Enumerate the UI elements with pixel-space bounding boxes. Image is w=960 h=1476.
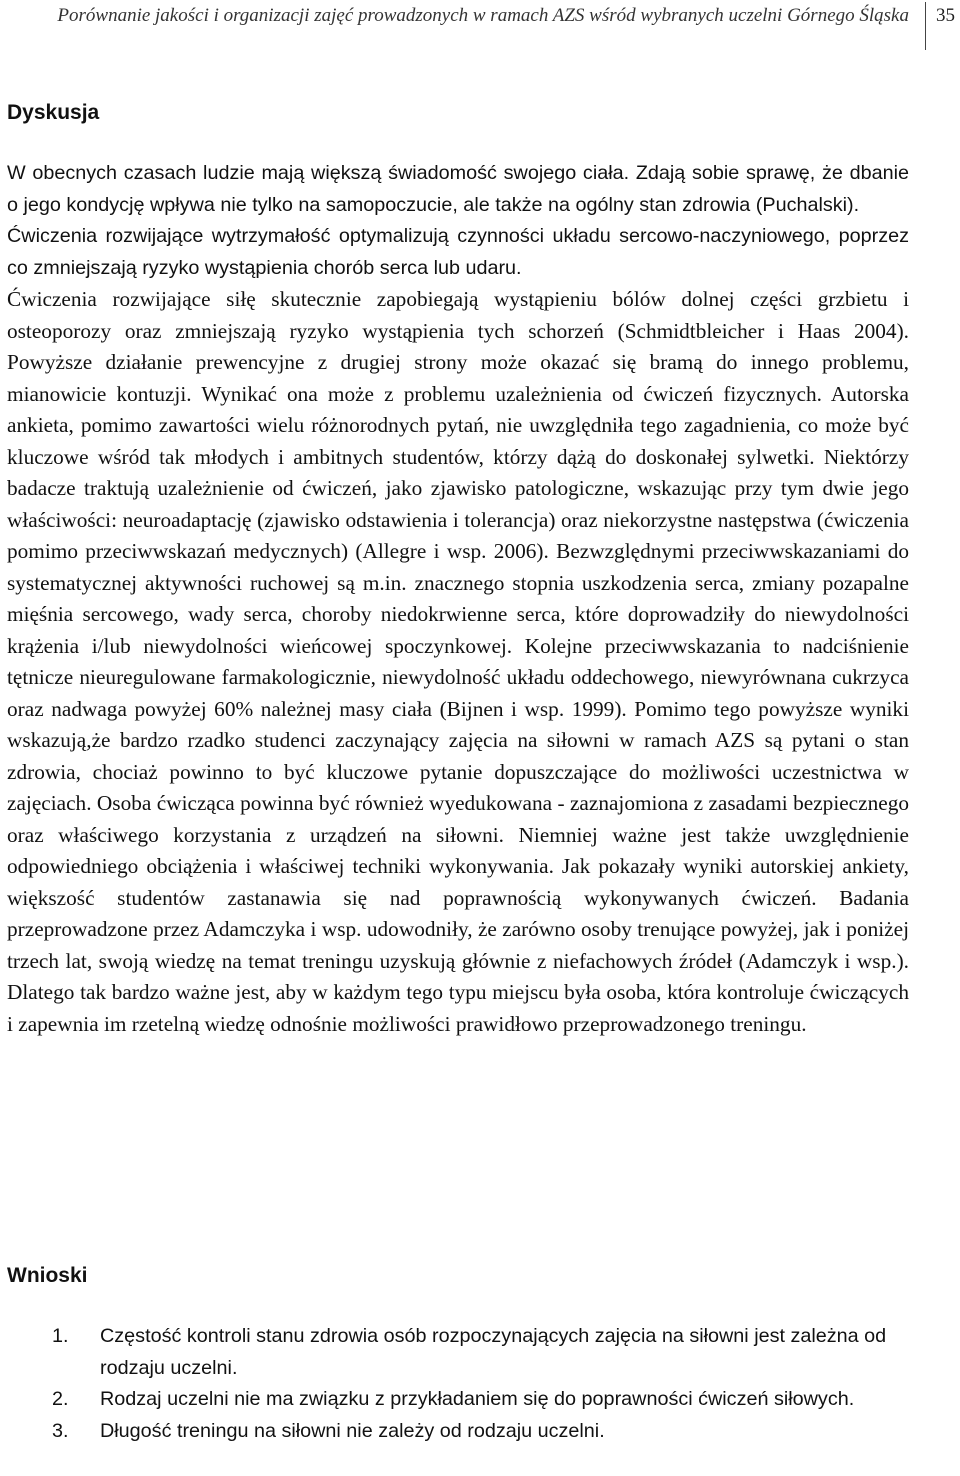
page-header	[0, 0, 960, 60]
conclusion-item	[52, 1384, 912, 1416]
section-heading-conclusions: Wnioski	[7, 1264, 88, 1287]
discussion-body	[7, 158, 909, 1040]
conclusion-number: 2.	[52, 1388, 69, 1410]
header-divider	[925, 2, 926, 50]
conclusions-list	[52, 1321, 912, 1447]
discussion-paragraph-1: W obecnych czasach ludzie mają większą świadomość swojego ciała. Zdają sobie sprawę, że dbanie o jego kondycję wpływa nie tylko na samopoczucie, ale także na ogólny stan zdrowia (Puchalski).	[7, 162, 909, 216]
conclusion-number: 1.	[52, 1325, 69, 1347]
conclusion-text: Rodzaj uczelni nie ma związku z przykładaniem się do poprawności ćwiczeń siłowych.	[100, 1388, 855, 1410]
page-number: 35	[936, 5, 955, 26]
conclusion-text: Długość treningu na siłowni nie zależy od rodzaju uczelni.	[100, 1419, 605, 1442]
conclusion-item	[52, 1321, 912, 1384]
discussion-paragraph-3: Ćwiczenia rozwijające siłę skutecznie zapobiegają wystąpieniu bólów dolnej części grzbietu i osteoporozy oraz zmniejszają ryzyko wystąpienia tych schorzeń (Schmidtbleicher i Haas 2004). Powyższe działanie prewencyjne z drugiej strony może okazać się bramą do innego problemu, mianowicie kontuzji. Wynikać ona może z problemu uzależnienia od ćwiczeń fizycznych. Autorska ankieta, pomimo zawartości wielu różnorodnych pytań, nie uwzględniła tego zagadnienia, co może być kluczowe wśród tak młodych i ambitnych studentów, którzy dążą do doskonałej sylwetki. Niektórzy badacze traktują uzależnienie od ćwiczeń, jako zjawisko patologiczne, wskazując przy tym dwie jego właściwości: neuroadaptację (zjawisko odstawienia i tolerancja) oraz niekorzystne następstwa (ćwiczenia pomimo przeciwwskazań medycznych) (Allegre i wsp. 2006). Bezwzględnymi przeciwwskazaniami do systematycznej aktywności ruchowej są m.in. znacznego stopnia uszkodzenia serca, zmiany pozapalne mięśnia sercowego, wady serca, choroby niedokrwienne serca, które doprowadziły do niewydolności krążenia i/lub niewydolności wieńcowej spoczynkowej. Kolejne przeciwwskazania to nadciśnienie tętnicze nieuregulowane farmakologicznie, niewydolność układu oddechowego, niewyrównana cukrzyca oraz nadwaga powyżej 60% należnej masy ciała (Bijnen i wsp. 1999). Pomimo tego powyższe wyniki wskazują,że bardzo rzadko studenci zaczynający zajęcia na siłowni w ramach AZS są pytani o stan zdrowia, chociaż powinno to być kluczowe pytanie dopuszczające do możliwości uczestnictwa w zajęciach. Osoba ćwicząca powinna być również wyedukowana - zaznajomiona z zasadami bezpiecznego oraz właściwego korzystania z urządzeń na siłowni. Niemniej ważne jest także uwzględnienie odpowiedniego obciążenia i właściwej techniki wykonywania. Jak pokazały wyniki autorskiej ankiety, większość studentów zastanawia się nad poprawnością wykonywanych ćwiczeń. Badania przeprowadzone przez Adamczyka i wsp. udowodniły, że zarówno osoby trenujące powyżej, jak i poniżej trzech lat, swoją wiedzę na temat treningu uzyskują głównie z niefachowych źródeł (Adamczyk i wsp.). Dlatego tak bardzo ważne jest, aby w każdym tego typu miejscu była osoba, która kontroluje ćwiczących i zapewnia im rzetelną wiedzę odnośnie możliwości prawidłowo przeprowadzonego treningu.	[7, 287, 909, 1036]
running-title: Porównanie jakości i organizacji zajęć prowadzonych w ramach AZS wśród wybranych uczelni Górnego Śląska	[57, 5, 909, 26]
section-heading-discussion: Dyskusja	[7, 101, 100, 124]
conclusion-number: 3.	[52, 1419, 69, 1442]
discussion-paragraph-2: Ćwiczenia rozwijające wytrzymałość optymalizują czynności układu sercowo-naczyniowego, poprzez co zmniejszają ryzyko wystąpienia chorób serca lub udaru.	[7, 225, 909, 279]
conclusion-text: Częstość kontroli stanu zdrowia osób rozpoczynających zajęcia na siłowni jest zależna od rodzaju uczelni.	[100, 1325, 887, 1379]
conclusion-item	[52, 1416, 912, 1448]
